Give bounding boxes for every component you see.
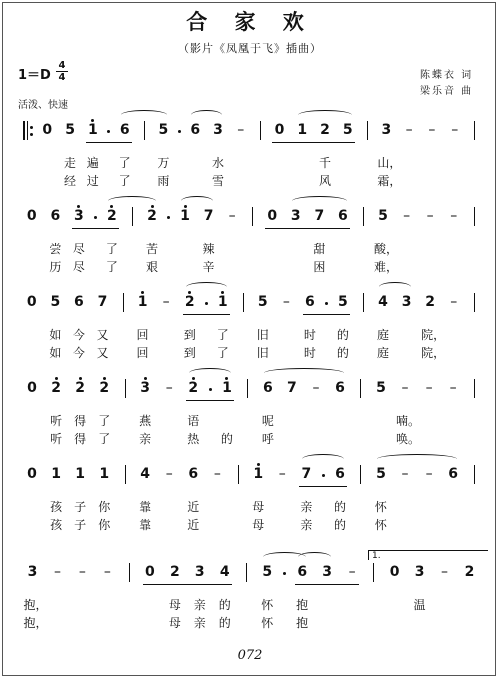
- barline: [144, 121, 145, 140]
- lyric-v1: 水: [211, 156, 224, 170]
- duration-dash: –: [103, 564, 111, 580]
- lyric-v1: 了: [216, 328, 229, 342]
- lyric-v2: 亲: [193, 616, 206, 630]
- note-digit: 7: [314, 208, 325, 224]
- duration-dash: –: [278, 466, 286, 482]
- time-signature-bottom: 4: [58, 72, 66, 83]
- lyric-v1: 又: [96, 328, 109, 342]
- octave-dot: [55, 377, 58, 380]
- barline: [360, 465, 361, 484]
- lyric-v1: 走: [64, 156, 77, 170]
- lyric-v1: 了: [118, 156, 131, 170]
- lyric-v1: 旧: [256, 328, 269, 342]
- lyric-v2: 困: [313, 260, 326, 274]
- barline: [474, 465, 475, 484]
- lyric-v2: 呼: [261, 432, 274, 446]
- note-digit: 1: [99, 466, 110, 482]
- slur-arc: [186, 282, 227, 292]
- note-digit: 6: [262, 380, 273, 396]
- lyric-v2: 怀: [261, 616, 274, 630]
- lyric-v1: 如: [49, 328, 62, 342]
- slur-arc: [298, 552, 331, 562]
- note-digit: 6: [338, 208, 348, 224]
- lyric-v2: 过: [86, 174, 99, 188]
- lyric-v1: 了: [105, 242, 118, 256]
- note-digit: 1: [297, 122, 308, 138]
- note-digit: 5: [262, 564, 273, 580]
- note-digit: 1: [217, 294, 228, 310]
- duration-dash: –: [237, 122, 245, 138]
- time-signature-top: 4: [58, 60, 66, 71]
- note-digit: 6: [335, 380, 345, 396]
- lyric-v2: 了: [105, 260, 118, 274]
- note-digit: 4: [378, 294, 388, 310]
- lyric-v2: 尽: [72, 260, 85, 274]
- lyric-v1: 回: [136, 328, 149, 342]
- barline: [243, 293, 244, 312]
- octave-dot: [79, 377, 82, 380]
- lyric-v2: 经: [64, 174, 77, 188]
- note-digit: 3: [27, 564, 38, 580]
- note-digit: 3: [74, 208, 84, 224]
- note-digit: 5: [378, 208, 388, 224]
- octave-dot: [144, 377, 147, 380]
- note-digit: 1: [253, 466, 264, 482]
- duration-dash: –: [165, 380, 173, 396]
- lyric-v1: 酸，: [374, 242, 399, 256]
- lyric-v1: 山，: [377, 156, 402, 170]
- repeat-bar-thin: [27, 121, 28, 140]
- duration-dash: –: [425, 466, 433, 482]
- duration-dash: –: [426, 208, 434, 224]
- note-digit: 4: [219, 564, 230, 580]
- augmentation-dot: [322, 474, 325, 477]
- lyric-v2: 的: [334, 518, 347, 532]
- page-number: 072: [237, 648, 263, 663]
- note-digit: 0: [26, 294, 37, 310]
- barline: [363, 207, 364, 226]
- lyric-v1: 抱，: [23, 598, 48, 612]
- lyric-v1: 庭: [376, 328, 389, 342]
- lyric-v2: 难，: [374, 260, 399, 274]
- lyric-v1: 的: [334, 500, 347, 514]
- underline-beam: [183, 314, 230, 315]
- lyric-v2: 霜，: [377, 174, 402, 188]
- note-digit: 3: [194, 564, 205, 580]
- repeat-bar-thick: [23, 121, 25, 140]
- lyric-v1: 的: [336, 328, 349, 342]
- note-digit: 1: [180, 208, 190, 224]
- note-digit: 5: [376, 466, 386, 482]
- duration-dash: –: [450, 294, 458, 310]
- barline: [132, 207, 133, 226]
- note-digit: 0: [267, 208, 278, 224]
- note-digit: 3: [290, 208, 301, 224]
- lyric-v2: 庭: [376, 346, 389, 360]
- lyric-v2: 怀: [374, 518, 387, 532]
- barline: [474, 379, 475, 398]
- lyric-v2: 了: [98, 432, 111, 446]
- note-digit: 3: [401, 294, 412, 310]
- duration-dash: –: [449, 380, 457, 396]
- lyric-v1: 亲: [193, 598, 206, 612]
- note-digit: 5: [342, 122, 353, 138]
- augmentation-dot: [107, 130, 110, 133]
- duration-dash: –: [282, 294, 290, 310]
- lyric-v2: 你: [98, 518, 111, 532]
- note-digit: 2: [188, 380, 199, 396]
- composer-credit: 梁乐音 曲: [420, 86, 474, 97]
- lyric-v2: 抱: [296, 616, 309, 630]
- lyric-v1: 万: [157, 156, 170, 170]
- barline: [125, 379, 126, 398]
- underline-beam: [265, 228, 350, 229]
- lyric-v1: 甜: [313, 242, 326, 256]
- augmentation-dot: [209, 388, 212, 391]
- note-digit: 6: [188, 466, 199, 482]
- slur-arc: [379, 282, 411, 292]
- underline-beam: [186, 400, 234, 401]
- note-digit: 1: [222, 380, 232, 396]
- score-system: [0, 551, 500, 632]
- underline-beam: [299, 486, 347, 487]
- underline-beam: [72, 228, 119, 229]
- slur-arc: [181, 196, 213, 206]
- note-digit: 2: [184, 294, 195, 310]
- lyric-v1: 遍: [86, 156, 99, 170]
- slur-arc: [191, 110, 222, 120]
- lyric-v1: 尽: [72, 242, 85, 256]
- lyric-v2: 又: [96, 346, 109, 360]
- key-signature: 1＝D: [18, 68, 51, 83]
- note-digit: 2: [75, 380, 86, 396]
- note-digit: 2: [425, 294, 436, 310]
- lyric-v1: 抱: [296, 598, 309, 612]
- lyric-v1: 千: [318, 156, 331, 170]
- note-digit: 7: [97, 294, 108, 310]
- lyric-v2: 回: [136, 346, 149, 360]
- lyric-v2: 院，: [421, 346, 446, 360]
- underline-beam: [143, 584, 232, 585]
- lyric-v1: 你: [98, 500, 111, 514]
- time-signature: [55, 60, 69, 83]
- lyric-v2: 如: [49, 346, 62, 360]
- lyric-v2: 时: [303, 346, 316, 360]
- duration-dash: –: [428, 122, 436, 138]
- lyric-v1: 的: [218, 598, 231, 612]
- lyric-v2: 的: [336, 346, 349, 360]
- lyric-v2: 到: [183, 346, 196, 360]
- lyric-v2: 近: [187, 518, 200, 532]
- repeat-dot: [30, 126, 33, 129]
- lyric-v1: 温: [413, 598, 426, 612]
- note-digit: 6: [297, 564, 308, 580]
- augmentation-dot: [178, 130, 181, 133]
- barline: [360, 379, 361, 398]
- note-digit: 2: [99, 380, 110, 396]
- note-digit: 1: [75, 466, 86, 482]
- lyric-v1: 呢: [261, 414, 274, 428]
- barline: [246, 563, 247, 582]
- song-subtitle: （影片《凤凰于飞》插曲）: [178, 42, 322, 55]
- note-digit: 3: [322, 564, 333, 580]
- slur-arc: [302, 454, 344, 464]
- score-system: [0, 206, 500, 276]
- lyric-v2: 旧: [256, 346, 269, 360]
- note-digit: 6: [190, 122, 201, 138]
- barline: [123, 293, 124, 312]
- lyric-v2: 历: [49, 260, 62, 274]
- lyric-v2: 靠: [139, 518, 152, 532]
- lyric-v2: 亲: [300, 518, 313, 532]
- note-digit: 0: [27, 466, 37, 482]
- lyric-v2: 艰: [145, 260, 158, 274]
- duration-dash: –: [425, 380, 433, 396]
- duration-dash: –: [405, 122, 413, 138]
- octave-dot: [257, 463, 260, 466]
- lyric-v2: 风: [318, 174, 331, 188]
- duration-dash: –: [451, 122, 459, 138]
- note-digit: 0: [42, 122, 53, 138]
- note-digit: 0: [274, 122, 285, 138]
- note-digit: 2: [320, 122, 330, 138]
- lyric-v2: 今: [72, 346, 85, 360]
- barline: [238, 465, 239, 484]
- barline: [247, 379, 248, 398]
- note-digit: 2: [51, 380, 61, 396]
- lyric-v1: 辣: [202, 242, 215, 256]
- duration-dash: –: [228, 208, 236, 224]
- note-digit: 1: [51, 466, 61, 482]
- note-digit: 6: [119, 122, 130, 138]
- tempo-marking: 活泼、快速: [18, 100, 68, 111]
- slur-arc: [377, 454, 457, 464]
- note-digit: 5: [158, 122, 169, 138]
- lyricist-credit: 陈蝶衣 词: [420, 70, 474, 81]
- lyric-v1: 得: [74, 414, 87, 428]
- duration-dash: –: [53, 564, 61, 580]
- octave-dot: [103, 377, 106, 380]
- lyric-v2: 子: [74, 518, 87, 532]
- duration-dash: –: [165, 466, 173, 482]
- lyric-v1: 燕: [139, 414, 152, 428]
- note-digit: 1: [87, 122, 98, 138]
- note-digit: 6: [448, 466, 458, 482]
- note-digit: 2: [169, 564, 180, 580]
- barline: [373, 563, 374, 582]
- lyric-v1: 子: [74, 500, 87, 514]
- note-digit: 6: [305, 294, 315, 310]
- lyric-v1: 母: [252, 500, 265, 514]
- duration-dash: –: [78, 564, 86, 580]
- note-digit: 3: [140, 380, 150, 396]
- score-system: [0, 378, 500, 448]
- duration-dash: –: [213, 466, 221, 482]
- score-system: [0, 292, 500, 362]
- lyric-v2: 孩: [50, 518, 63, 532]
- augmentation-dot: [167, 216, 170, 219]
- barline: [367, 121, 368, 140]
- duration-dash: –: [348, 564, 356, 580]
- lyric-v2: 雪: [211, 174, 224, 188]
- lyric-v2: 的: [218, 616, 231, 630]
- score-system: [0, 464, 500, 534]
- note-digit: 2: [107, 208, 117, 224]
- underline-beam: [86, 142, 132, 143]
- slur-arc: [189, 368, 231, 378]
- slur-arc: [121, 110, 168, 120]
- note-digit: 3: [414, 564, 425, 580]
- lyric-v2: 抱，: [23, 616, 48, 630]
- duration-dash: –: [401, 380, 409, 396]
- lyric-v2: 听: [50, 432, 63, 446]
- duration-dash: –: [441, 564, 449, 580]
- underline-beam: [295, 584, 359, 585]
- lyric-v2: 母: [168, 616, 181, 630]
- underline-beam: [303, 314, 350, 315]
- augmentation-dot: [283, 572, 286, 575]
- lyric-v1: 亲: [300, 500, 313, 514]
- note-digit: 5: [338, 294, 348, 310]
- barline: [125, 465, 126, 484]
- slur-arc: [108, 196, 156, 206]
- lyric-v1: 怀: [261, 598, 274, 612]
- lyric-v2: 了: [118, 174, 131, 188]
- lyric-v1: 靠: [139, 500, 152, 514]
- song-title: 合 家 欢: [186, 9, 314, 34]
- barline: [474, 207, 475, 226]
- augmentation-dot: [94, 216, 97, 219]
- augmentation-dot: [205, 302, 208, 305]
- note-digit: 4: [140, 466, 150, 482]
- note-digit: 3: [381, 122, 392, 138]
- note-digit: 0: [26, 208, 37, 224]
- slur-arc: [264, 368, 344, 378]
- barline: [260, 121, 261, 140]
- duration-dash: –: [312, 380, 320, 396]
- note-digit: 5: [50, 294, 61, 310]
- note-digit: 2: [464, 564, 475, 580]
- lyric-v2: 得: [74, 432, 87, 446]
- lyric-v1: 今: [72, 328, 85, 342]
- barline: [474, 121, 475, 140]
- volta-bracket: 1.: [368, 550, 488, 560]
- note-digit: 1: [137, 294, 148, 310]
- note-digit: 5: [257, 294, 268, 310]
- lyric-v2: 热: [187, 432, 200, 446]
- note-digit: 6: [335, 466, 345, 482]
- lyric-v1: 语: [187, 414, 200, 428]
- lyric-v1: 听: [50, 414, 63, 428]
- note-digit: 7: [301, 466, 312, 482]
- note-digit: 7: [287, 380, 297, 396]
- note-digit: 3: [213, 122, 223, 138]
- barline: [129, 563, 130, 582]
- barline: [474, 293, 475, 312]
- slur-arc: [292, 196, 347, 206]
- note-digit: 2: [147, 208, 157, 224]
- note-digit: 0: [389, 564, 400, 580]
- lyric-v2: 了: [216, 346, 229, 360]
- duration-dash: –: [450, 208, 458, 224]
- note-digit: 5: [65, 122, 75, 138]
- barline: [363, 293, 364, 312]
- lyric-v2: 亲: [139, 432, 152, 446]
- duration-dash: –: [162, 294, 170, 310]
- lyric-v1: 尝: [49, 242, 62, 256]
- lyric-v1: 孩: [50, 500, 63, 514]
- note-digit: 6: [74, 294, 84, 310]
- augmentation-dot: [325, 302, 328, 305]
- lyric-v1: 喃。: [396, 414, 421, 428]
- lyric-v1: 时: [303, 328, 316, 342]
- lyric-v2: 母: [252, 518, 265, 532]
- repeat-dot: [30, 133, 33, 136]
- lyric-v1: 怀: [374, 500, 387, 514]
- duration-dash: –: [403, 208, 411, 224]
- lyric-v1: 近: [187, 500, 200, 514]
- note-digit: 0: [27, 380, 37, 396]
- note-digit: 5: [376, 380, 386, 396]
- note-digit: 0: [144, 564, 155, 580]
- note-digit: 7: [203, 208, 214, 224]
- duration-dash: –: [401, 466, 409, 482]
- lyric-v2: 唤。: [396, 432, 421, 446]
- score-system: [0, 120, 500, 190]
- lyric-v2: 的: [220, 432, 233, 446]
- lyric-v1: 母: [168, 598, 181, 612]
- barline: [252, 207, 253, 226]
- lyric-v1: 了: [98, 414, 111, 428]
- lyric-v1: 苦: [145, 242, 158, 256]
- lyric-v2: 辛: [202, 260, 215, 274]
- underline-beam: [272, 142, 354, 143]
- lyric-v1: 到: [183, 328, 196, 342]
- note-digit: 6: [50, 208, 61, 224]
- lyric-v2: 雨: [157, 174, 170, 188]
- lyric-v1: 院，: [421, 328, 446, 342]
- slur-arc: [298, 110, 352, 120]
